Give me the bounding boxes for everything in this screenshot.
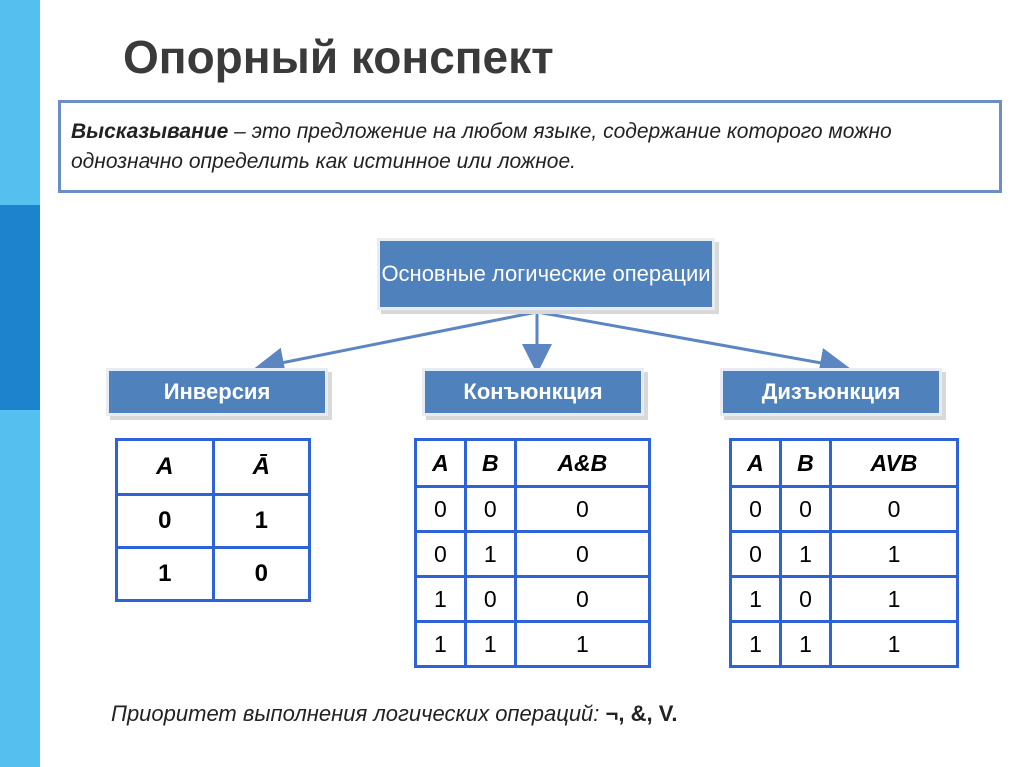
definition-term: Высказывание — [71, 120, 229, 143]
table-cell: 1 — [731, 622, 781, 667]
table-header-cell: A&B — [515, 440, 649, 487]
table-row — [731, 532, 958, 577]
table-row — [416, 622, 650, 667]
definition-text: – это предложение на любом языке, содержание которого можно однозначно определить как истинное или ложное. — [71, 120, 892, 173]
table-header-row — [117, 440, 310, 495]
table-cell: 0 — [465, 487, 515, 532]
priority-operators: ¬, &, V. — [599, 701, 678, 726]
table-row — [117, 495, 310, 548]
table-row — [731, 577, 958, 622]
table-header-row — [731, 440, 958, 487]
priority-note — [111, 701, 677, 727]
table-cell: 0 — [515, 487, 649, 532]
table-header-cell: B — [780, 440, 830, 487]
table-cell: 0 — [416, 532, 466, 577]
table-header-cell: A — [117, 440, 214, 495]
table-cell: 0 — [780, 487, 830, 532]
table-cell: 1 — [780, 622, 830, 667]
table-row — [416, 577, 650, 622]
diagram-node-inversion: Инверсия — [106, 368, 328, 416]
table-cell: 0 — [780, 577, 830, 622]
truth-table-inversion — [115, 438, 311, 602]
table-cell: 1 — [780, 532, 830, 577]
table-row — [416, 532, 650, 577]
table-header-cell: A — [731, 440, 781, 487]
table-cell: 0 — [465, 577, 515, 622]
table-cell: 1 — [731, 577, 781, 622]
table-cell: 0 — [731, 487, 781, 532]
table-row — [731, 487, 958, 532]
table-cell: 0 — [830, 487, 957, 532]
table-cell: 1 — [416, 577, 466, 622]
table-cell: 1 — [465, 622, 515, 667]
table-cell: 0 — [213, 548, 310, 601]
arrow-to-disjunction — [537, 312, 838, 366]
table-cell: 1 — [830, 532, 957, 577]
arrow-to-inversion — [266, 312, 537, 366]
table-cell: 1 — [830, 577, 957, 622]
table-header-cell: Ā — [213, 440, 310, 495]
table-row — [117, 548, 310, 601]
table-cell: 0 — [731, 532, 781, 577]
table-header-cell: AVB — [830, 440, 957, 487]
page-title: Опорный конспект — [123, 31, 554, 83]
table-cell: 0 — [416, 487, 466, 532]
table-cell: 0 — [515, 577, 649, 622]
table-cell: 1 — [465, 532, 515, 577]
table-header-row — [416, 440, 650, 487]
diagram-node-conjunction: Конъюнкция — [422, 368, 644, 416]
table-cell: 0 — [515, 532, 649, 577]
table-cell: 1 — [213, 495, 310, 548]
table-header-cell: B — [465, 440, 515, 487]
table-row — [731, 622, 958, 667]
table-cell: 1 — [117, 548, 214, 601]
table-cell: 1 — [515, 622, 649, 667]
diagram-root-node: Основные логические операции — [377, 238, 715, 310]
table-row — [416, 487, 650, 532]
table-header-cell: A — [416, 440, 466, 487]
priority-text: Приоритет выполнения логических операций: — [111, 701, 600, 726]
table-cell: 1 — [416, 622, 466, 667]
truth-table-disjunction — [729, 438, 959, 668]
table-cell: 0 — [117, 495, 214, 548]
diagram-node-disjunction: Дизъюнкция — [720, 368, 942, 416]
table-cell: 1 — [830, 622, 957, 667]
truth-table-conjunction — [414, 438, 651, 668]
